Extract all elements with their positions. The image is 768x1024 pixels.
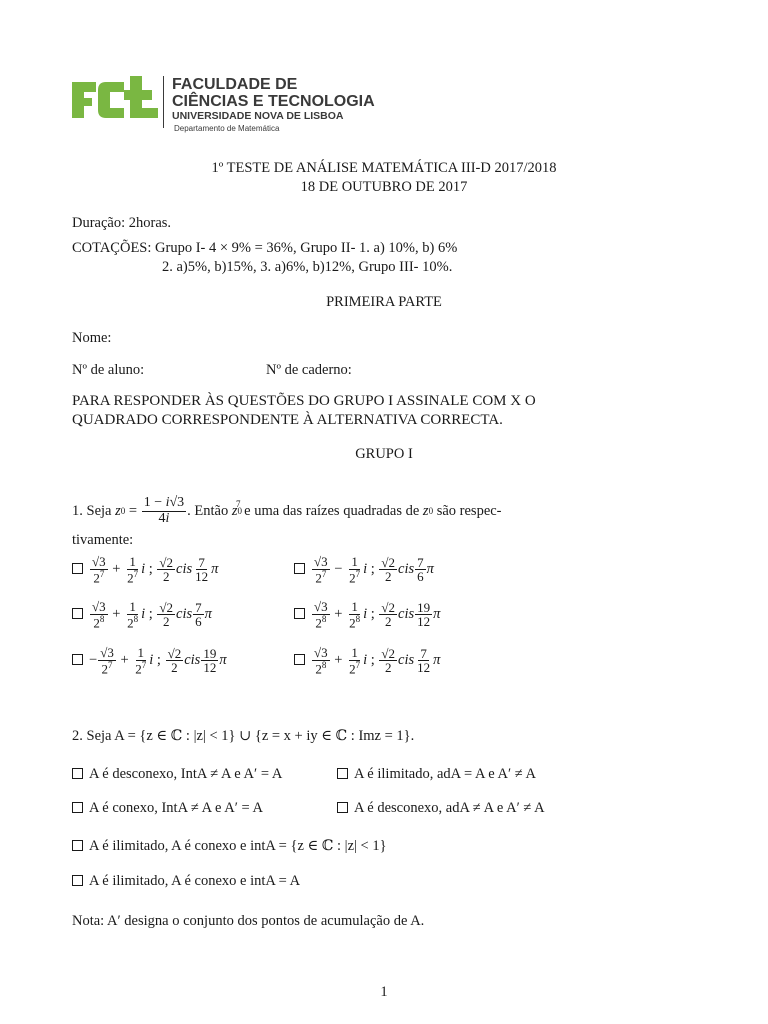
checkbox[interactable]	[294, 563, 305, 574]
q2-option-f-label: A é ilimitado, A é conexo e intA = A	[89, 873, 301, 889]
group-title: GRUPO I	[355, 446, 413, 462]
q2-note: Nota: A′ designa o conjunto dos pontos de acumulação de A.	[72, 913, 425, 929]
q1-stem-line2: tivamente:	[72, 532, 134, 548]
department-name: Departamento de Matemática	[174, 124, 280, 133]
checkbox[interactable]	[72, 840, 83, 851]
q1-option-b[interactable]: $\frac{√3}{2^7}$ − $\frac{1}{2^7}$ i ; $\frac{√2}{2}$ cis $\frac{7}{6}$ π	[294, 555, 434, 585]
duration-text: Duração: 2horas.	[72, 215, 172, 231]
checkbox[interactable]	[72, 563, 83, 574]
q1-option-d[interactable]: $\frac{√3}{2^8}$ + $\frac{1}{2^8}$ i ; $\frac{√2}{2}$ cis $\frac{19}{12}$ π	[294, 600, 440, 630]
q2-stem: 2. Seja A = {z ∈ ℂ : |z| < 1} ∪ {z = x + iy ∈ ℂ : Imz = 1}.	[72, 728, 415, 744]
q1-prefix: 1. Seja	[72, 502, 112, 519]
checkbox[interactable]	[72, 802, 83, 813]
test-date: 18 DE OUTUBRO DE 2017	[300, 179, 468, 195]
test-title: 1º TESTE DE ANÁLISE MATEMÁTICA III-D 2017/2018	[211, 160, 557, 176]
q1-option-e[interactable]: − $\frac{√3}{2^7}$ + $\frac{1}{2^7}$ i ; $\frac{√2}{2}$ cis $\frac{19}{12}$ π	[72, 646, 227, 676]
nome-label: Nome:	[72, 330, 112, 346]
fct-logo-icon	[72, 76, 162, 124]
q2-option-e-label: A é ilimitado, A é conexo e intA = {z ∈ ℂ : |z| < 1}	[89, 838, 387, 854]
checkbox[interactable]	[337, 802, 348, 813]
q1-suffix: e uma das raízes quadradas de	[244, 502, 420, 519]
checkbox[interactable]	[337, 768, 348, 779]
q2-option-d-label: A é desconexo, adA ≠ A e A′ ≠ A	[354, 800, 545, 816]
header-logo	[72, 76, 162, 124]
aluno-label: Nº de aluno:	[72, 362, 145, 378]
instructions-line1: PARA RESPONDER ÀS QUESTÕES DO GRUPO I ASSINALE COM X O	[72, 393, 536, 409]
q1-end: são respec-	[436, 502, 502, 519]
part-title: PRIMEIRA PARTE	[326, 294, 442, 310]
instructions-line2: QUADRADO CORRESPONDENTE À ALTERNATIVA CORRECTA.	[72, 412, 503, 428]
q2-option-c[interactable]	[72, 800, 263, 817]
q1-option-f[interactable]: $\frac{√3}{2^8}$ + $\frac{1}{2^7}$ i ; $\frac{√2}{2}$ cis $\frac{7}{12}$ π	[294, 646, 440, 676]
university-name: UNIVERSIDADE NOVA DE LISBOA	[172, 110, 344, 122]
q1-option-c[interactable]: $\frac{√3}{2^8}$ + $\frac{1}{2^8}$ i ; $\frac{√2}{2}$ cis $\frac{7}{6}$ π	[72, 600, 212, 630]
page-number: 1	[380, 984, 388, 1000]
checkbox[interactable]	[72, 654, 83, 665]
q2-option-a-label: A é desconexo, IntA ≠ A e A′ = A	[89, 766, 283, 782]
q2-option-b-label: A é ilimitado, adA = A e A′ ≠ A	[354, 766, 537, 782]
logo-divider	[163, 76, 164, 128]
q1-option-a[interactable]: $\frac{√3}{2^7}$ + $\frac{1}{2^7}$ i ; $\frac{√2}{2}$ cis $\frac{7}{12}$ π	[72, 555, 218, 585]
checkbox[interactable]	[294, 608, 305, 619]
cotacoes-line2: 2. a)5%, b)15%, 3. a)6%, b)12%, Grupo III- 10%.	[162, 259, 453, 275]
faculty-name-line1: FACULDADE DE	[172, 76, 298, 93]
q2-option-e[interactable]	[72, 838, 387, 855]
faculty-name-line2: CIÊNCIAS E TECNOLOGIA	[172, 93, 375, 110]
q1-stem: 1. Seja z 0 = $\frac{1 - i√3}{4i}$ . Então z 0 $^7$ e uma das raízes quadradas de z 0 são respec-	[72, 495, 502, 526]
cotacoes-line1: COTAÇÕES: Grupo I- 4 × 9% = 36%, Grupo II- 1. a) 10%, b) 6%	[72, 240, 458, 256]
q2-option-a[interactable]	[72, 766, 282, 783]
checkbox[interactable]	[294, 654, 305, 665]
q2-option-c-label: A é conexo, IntA ≠ A e A′ = A	[89, 800, 263, 816]
q2-option-b[interactable]	[337, 766, 536, 783]
checkbox[interactable]	[72, 768, 83, 779]
checkbox[interactable]	[72, 875, 83, 886]
caderno-label: Nº de caderno:	[266, 362, 352, 378]
checkbox[interactable]	[72, 608, 83, 619]
q2-option-f[interactable]	[72, 873, 300, 890]
q2-option-d[interactable]	[337, 800, 545, 817]
